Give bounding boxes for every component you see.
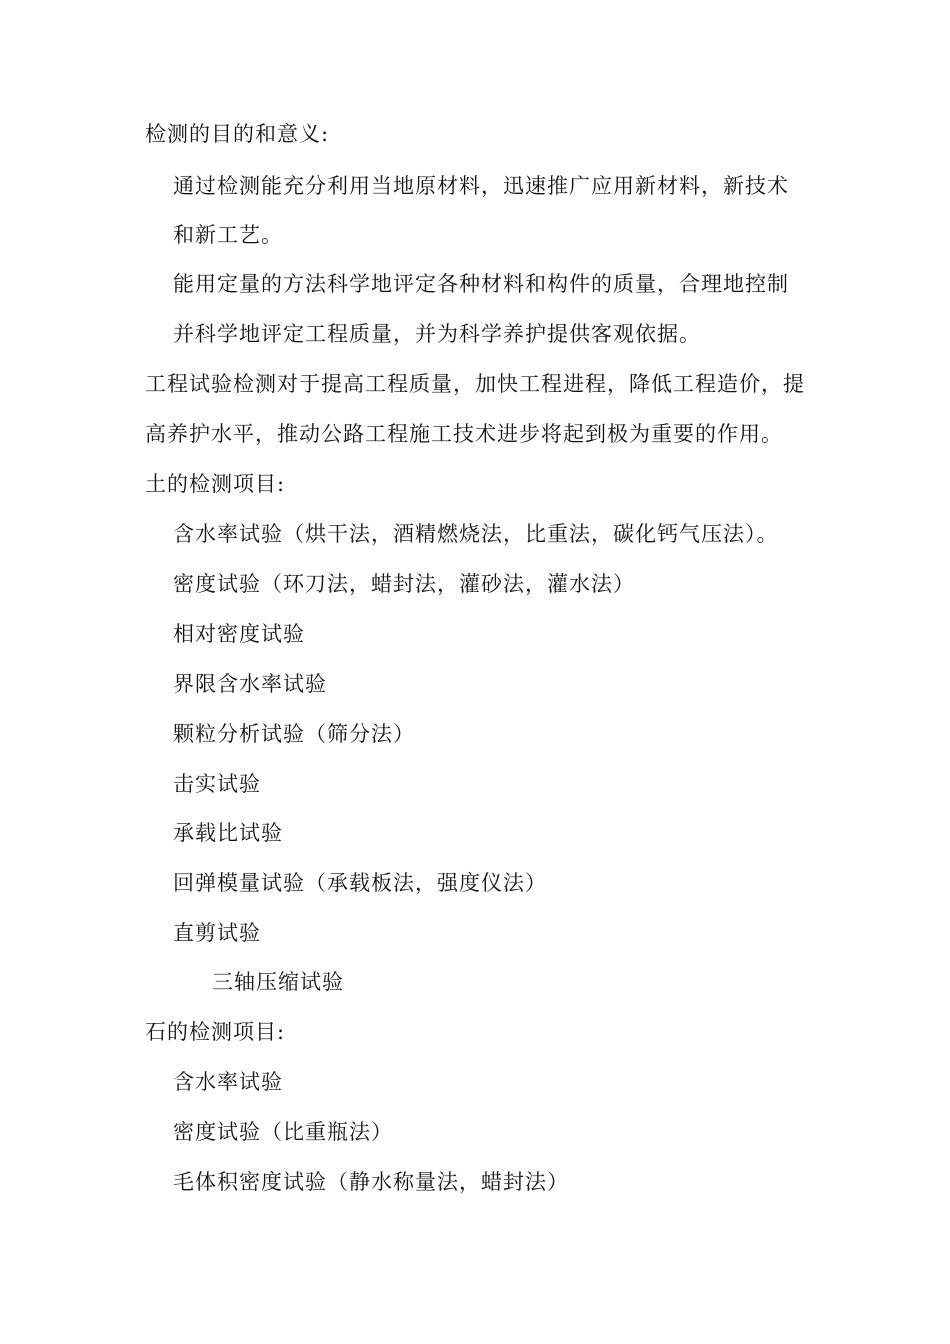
paragraph-line: 通过检测能充分利用当地原材料，迅速推广应用新材料，新技术 — [173, 174, 789, 198]
list-item: 毛体积密度试验（静水称量法，蜡封法） — [173, 1170, 569, 1194]
list-item: 回弹模量试验（承载板法，强度仪法） — [173, 871, 547, 895]
list-item: 颗粒分析试验（筛分法） — [173, 722, 415, 746]
list-item: 承载比试验 — [173, 821, 283, 845]
list-item: 含水率试验（烘干法，酒精燃烧法，比重法，碳化钙气压法）。 — [173, 522, 779, 546]
section-heading-stone: 石的检测项目: — [145, 1020, 286, 1044]
paragraph-line: 高养护水平，推动公路工程施工技术进步将起到极为重要的作用。 — [145, 422, 783, 446]
list-item: 击实试验 — [173, 772, 261, 796]
section-heading-soil: 土的检测项目: — [145, 472, 286, 496]
list-item: 密度试验（比重瓶法） — [173, 1120, 393, 1144]
paragraph-line: 工程试验检测对于提高工程质量，加快工程进程，降低工程造价，提 — [145, 372, 805, 396]
section-heading-purpose: 检测的目的和意义: — [145, 122, 330, 146]
paragraph-line: 能用定量的方法科学地评定各种材料和构件的质量，合理地控制 — [173, 272, 789, 296]
list-item: 界限含水率试验 — [173, 672, 327, 696]
list-item: 相对密度试验 — [173, 622, 305, 646]
list-item: 密度试验（环刀法，蜡封法，灌砂法，灌水法） — [173, 572, 635, 596]
list-item: 三轴压缩试验 — [212, 970, 344, 994]
list-item: 含水率试验 — [173, 1070, 283, 1094]
paragraph-line: 并科学地评定工程质量，并为科学养护提供客观依据。 — [173, 322, 701, 346]
list-item: 直剪试验 — [173, 921, 261, 945]
paragraph-line: 和新工艺。 — [173, 223, 283, 247]
